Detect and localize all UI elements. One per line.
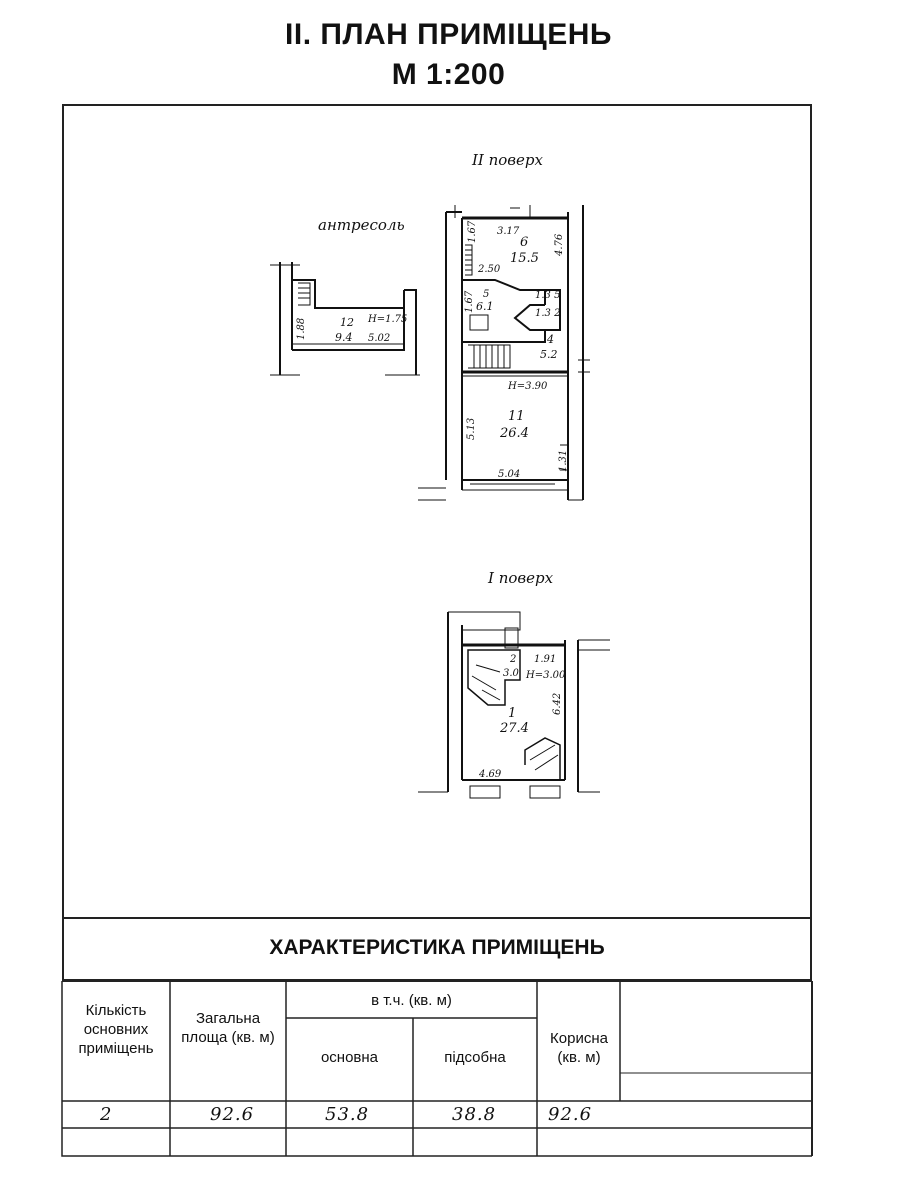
room-2-area: 3.0: [503, 668, 519, 679]
dim-4-76: 4.76: [554, 233, 565, 256]
floor2-label: II поверх: [472, 151, 543, 169]
room-1-area: 27.4: [500, 721, 529, 736]
room-5-number: 5: [483, 289, 490, 300]
room-4-number: 4: [547, 333, 554, 346]
room-4-area: 5.2: [540, 348, 558, 361]
document-title: II. ПЛАН ПРИМІЩЕНЬ: [285, 18, 612, 51]
room-11-number: 11: [508, 409, 525, 424]
dim-2-50: 2.50: [478, 264, 501, 275]
characteristics-heading: ХАРАКТЕРИСТИКА ПРИМІЩЕНЬ: [62, 917, 812, 981]
floor1-outline: [418, 612, 610, 798]
room-6-area: 15.5: [510, 251, 539, 266]
dim-3-17: 3.17: [497, 226, 520, 237]
dim-1-91: 1.91: [534, 654, 557, 665]
dim-1-35: 1.3 5: [535, 290, 561, 301]
col-total-header: Загальна площа (кв. м): [181, 1010, 275, 1046]
col-incl-header: в т.ч. (кв. м): [371, 992, 452, 1009]
dim-1-32: 1.3 2: [535, 308, 561, 319]
dim-1-31: 1.31: [558, 449, 569, 472]
col-main-header: основна: [320, 1049, 379, 1066]
room-2-number: 2: [510, 654, 517, 665]
floor1-label: I поверх: [488, 569, 554, 587]
dim-5-13: 5.13: [466, 417, 477, 440]
value-useful: 92.6: [548, 1104, 593, 1125]
value-count: 2: [100, 1104, 113, 1125]
room-12-area: 9.4: [335, 331, 353, 344]
value-main: 53.8: [325, 1104, 370, 1125]
room-1-number: 1: [508, 706, 517, 721]
room-6-number: 6: [520, 235, 529, 250]
room-11-area: 26.4: [500, 426, 529, 441]
col-useful-header: Корисна (кв. м): [550, 1030, 608, 1066]
value-total: 92.6: [210, 1104, 255, 1125]
dim-4-69: 4.69: [479, 769, 502, 780]
col-count-header: Кількість основних приміщень: [78, 1002, 154, 1057]
col-aux-header: підсобна: [444, 1049, 506, 1066]
room-12-number: 12: [340, 316, 354, 329]
height-1-75: H=1.75: [368, 314, 408, 325]
dim-5-04: 5.04: [498, 469, 521, 480]
value-aux: 38.8: [452, 1104, 497, 1125]
dim-1-67b: 1.67: [464, 290, 475, 313]
dim-1-88: 1.88: [296, 317, 307, 340]
dim-6-42: 6.42: [552, 692, 563, 715]
mezzanine-label: антресоль: [318, 216, 405, 234]
document-scale: М 1:200: [391, 58, 506, 91]
height-3-90: H=3.90: [508, 381, 548, 392]
height-3-00: H=3.00: [526, 670, 566, 681]
room-5-area: 6.1: [476, 300, 494, 313]
dim-5-02: 5.02: [368, 333, 391, 344]
dim-1-67a: 1.67: [467, 220, 478, 243]
